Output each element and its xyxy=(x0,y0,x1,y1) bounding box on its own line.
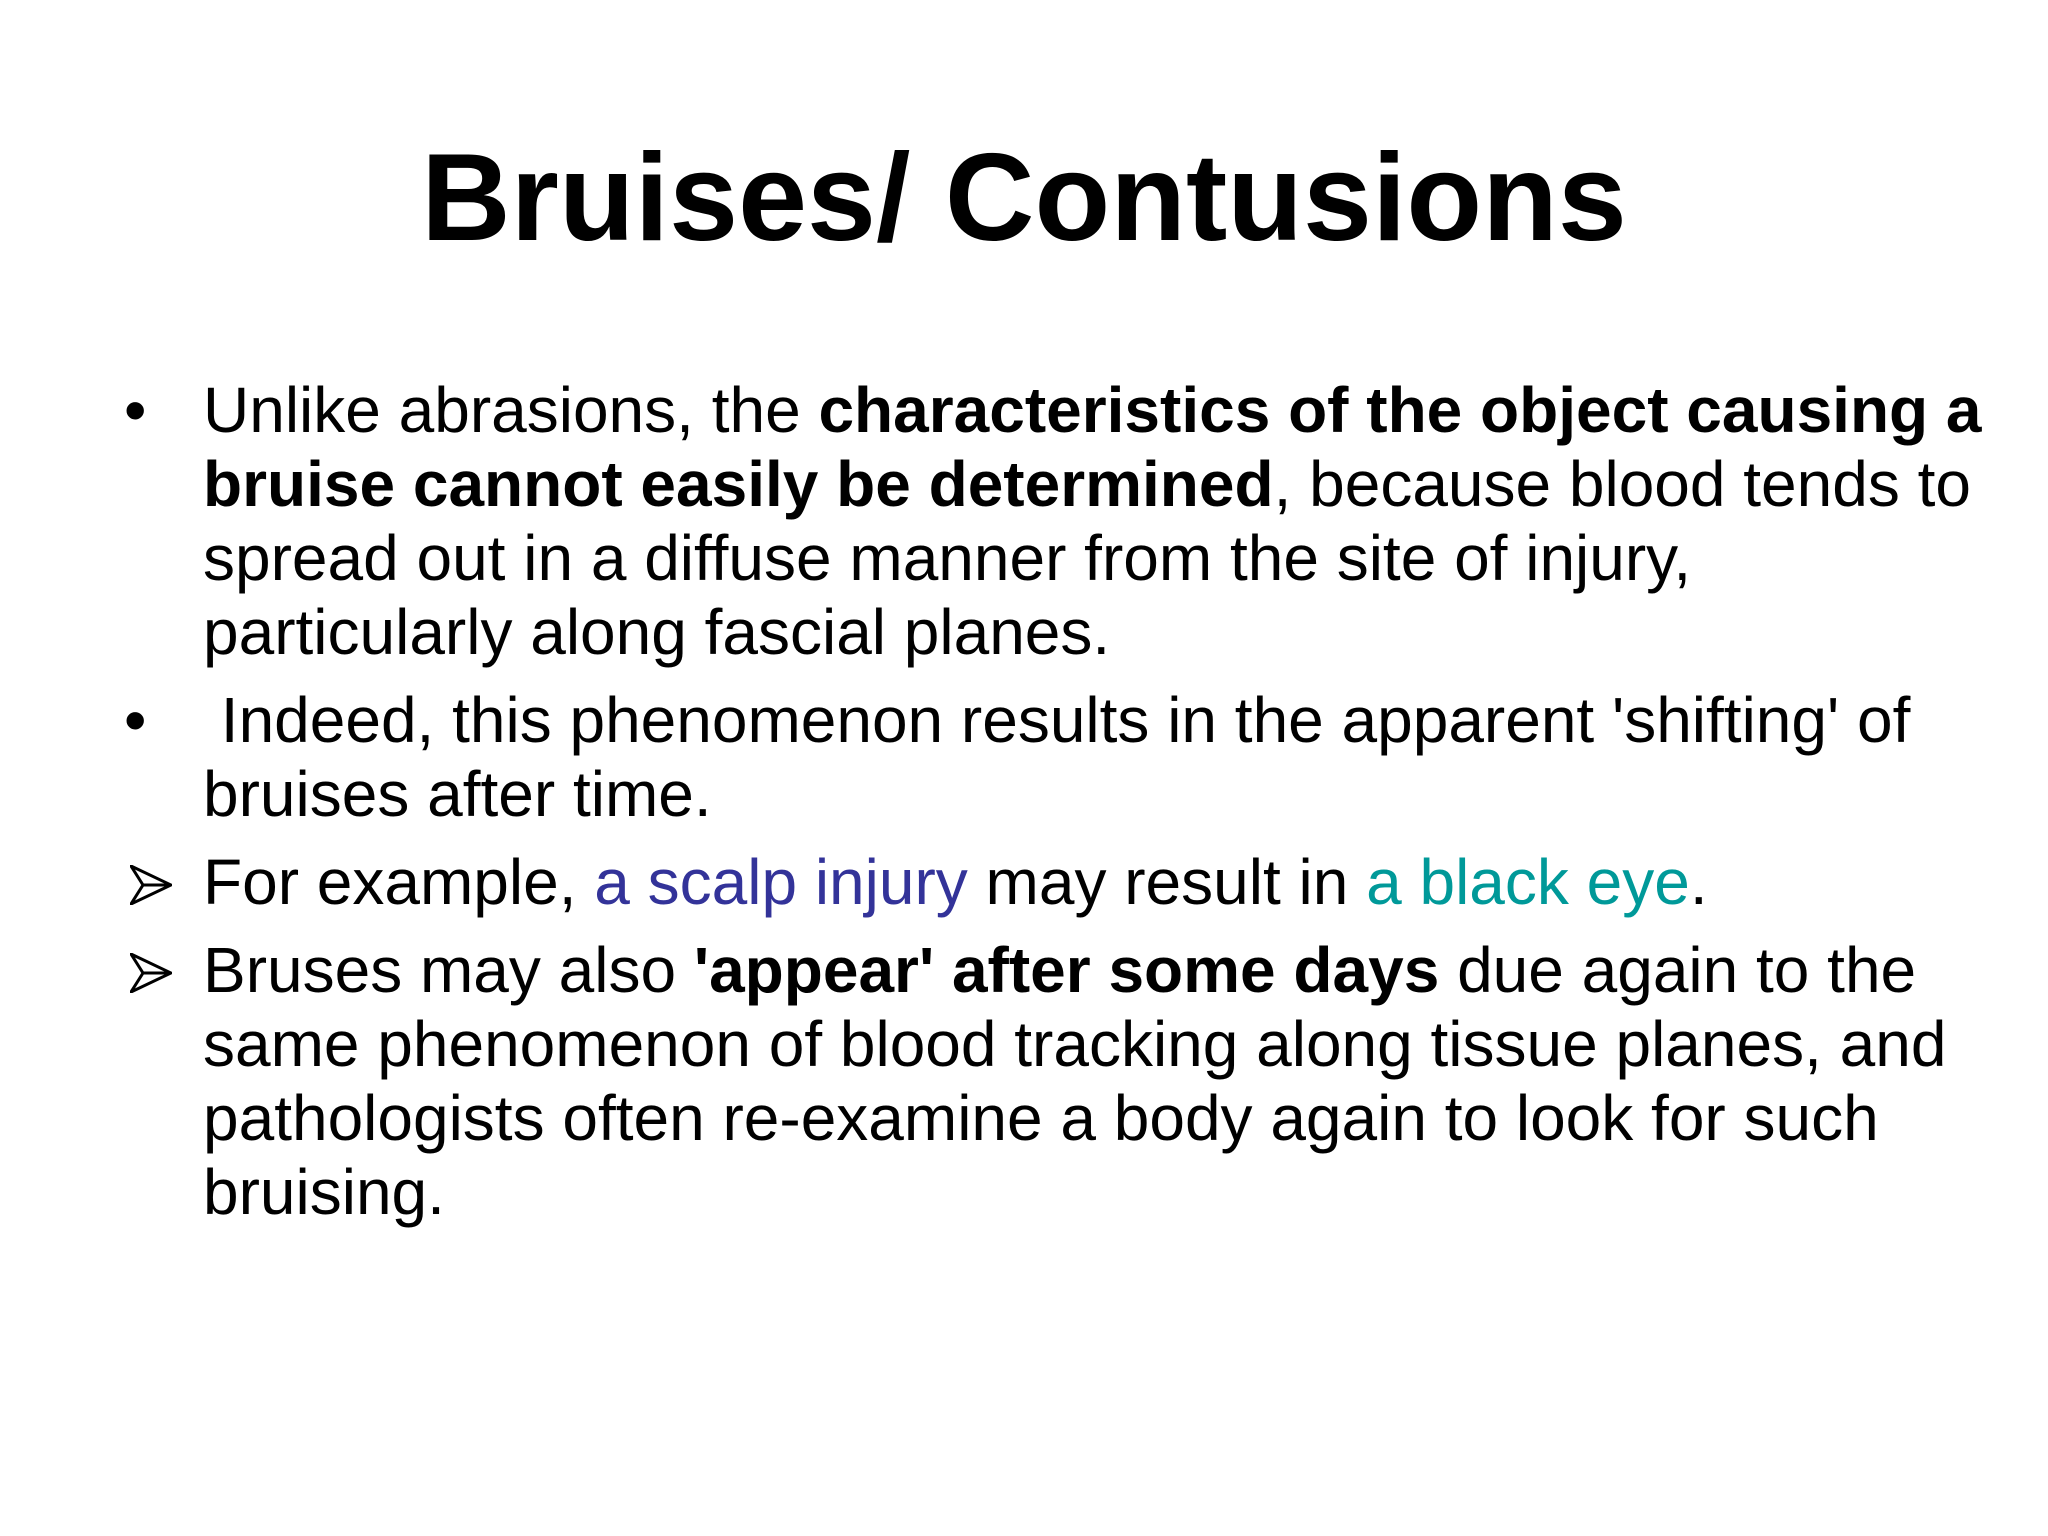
bullet-item-4 xyxy=(0,933,2048,1229)
bullet-text: , because blood tends to spread out in a diffuse manner from the site of injury, particularly along fascial planes. xyxy=(203,448,1971,668)
bullet-bold-text: characteristics of the object causing a bruise cannot easily be determined xyxy=(203,374,1982,520)
bullet-item-1 xyxy=(0,373,2048,669)
bullet-text: may result in xyxy=(967,846,1367,918)
bullet-dot-icon: • xyxy=(124,374,147,446)
bullet-list xyxy=(0,373,2048,1243)
bullet-text: . xyxy=(1689,846,1708,918)
highlight-blue-text: a scalp injury xyxy=(594,846,968,918)
slide-title: Bruises/ Contusions xyxy=(421,129,1627,267)
highlight-teal-text: a black eye xyxy=(1366,846,1690,918)
bullet-bold-text: 'appear' after some days xyxy=(693,934,1440,1006)
bullet-dot-icon: • xyxy=(124,684,147,756)
bullet-text: due again to the same phenomenon of blood tracking along tissue planes, and pathologists often re-examine a body again to look for such bruising. xyxy=(203,934,1965,1228)
bullet-text: Bruses may also xyxy=(203,934,694,1006)
bullet-item-2 xyxy=(0,683,2048,831)
bullet-text: Unlike abrasions, the xyxy=(203,374,819,446)
bullet-text: For example, xyxy=(203,846,595,918)
bullet-item-3 xyxy=(0,845,2048,919)
bullet-text: Indeed, this phenomenon results in the apparent 'shifting' of bruises after time. xyxy=(203,684,1929,830)
